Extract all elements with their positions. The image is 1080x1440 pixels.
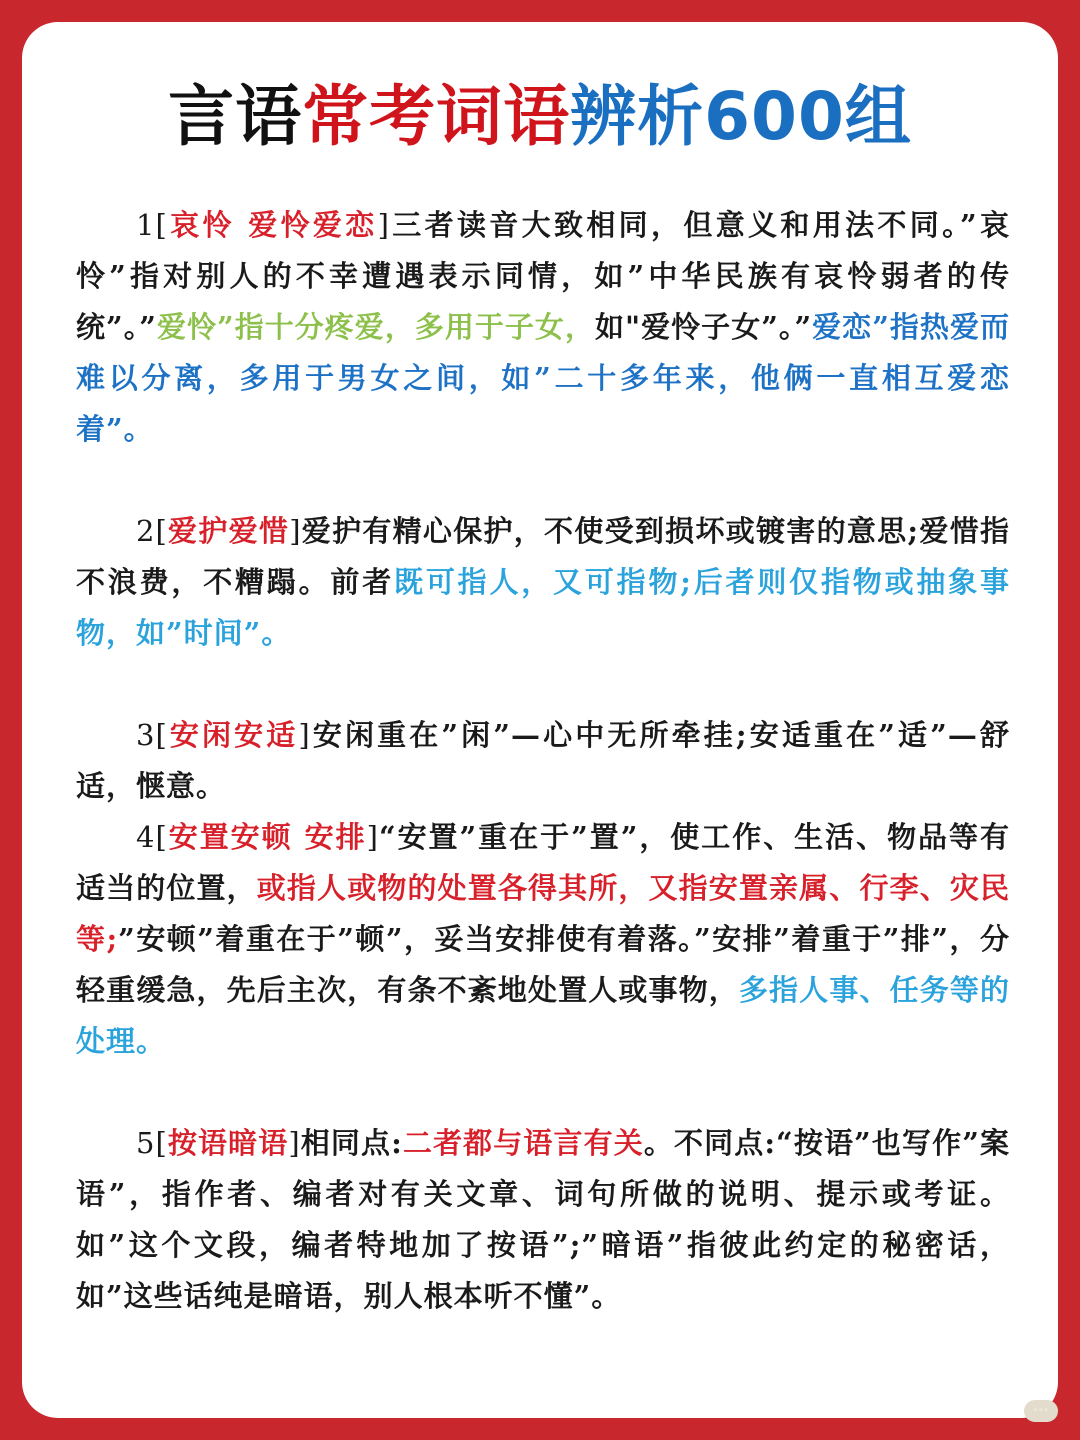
entry-text: 。不同点:“按语”也写作”案语”，指作者、编者对有关文章、词句所做的说明、提示或考证。如”这个文段，编者特地加了按语”;”暗语”指彼此约定的秘密话，如”这些话纯是暗语，别人根本听不懂”。 bbox=[76, 1126, 1010, 1313]
entry-text: 安闲重在”闲”—心中无所牵挂;安适重在”适”—舒适，惬意。 bbox=[76, 718, 1010, 803]
entry-highlight-red: 或指人或物的处置各得其所，又指安置亲属、行李、灾民等; bbox=[76, 871, 1010, 956]
title-part-blue: 辨析600组 bbox=[570, 78, 912, 155]
entry-term: 哀怜 爱怜爱恋 bbox=[167, 208, 378, 242]
entry-1 bbox=[76, 200, 1010, 455]
entry-number: 4[ bbox=[136, 820, 168, 854]
title-part-red: 常考词语 bbox=[302, 78, 571, 155]
entries-list bbox=[76, 200, 1010, 1322]
entry-number: 5[ bbox=[136, 1126, 168, 1160]
entry-3 bbox=[76, 710, 1010, 812]
entry-4 bbox=[76, 812, 1010, 1067]
entry-text: “安置”重在于”置”，使工作、生活、物品等有适当的位置， bbox=[76, 820, 1010, 905]
entry-number: 2[ bbox=[136, 514, 168, 548]
entry-text: 爱护有精心保护，不使受到损坏或镀害的意思;爱惜指不浪费，不糟蹋。前者 bbox=[76, 514, 1010, 599]
entry-text: 三者读音大致相同，但意义和用法不同。”哀怜”指对别人的不幸遭遇表示同情，如”中华民族有哀怜弱者的传统”。” bbox=[76, 208, 1010, 344]
entry-term: 爱护爱惜 bbox=[167, 514, 290, 548]
entry-term: 安闲安适 bbox=[167, 718, 299, 752]
entry-2 bbox=[76, 506, 1010, 659]
entry-highlight-red: 二者都与语言有关 bbox=[402, 1126, 644, 1160]
entry-highlight-blue: 爱恋”指热爱而难以分离，多用于男女之间，如”二十多年来，他俩一直相互爱恋着”。 bbox=[76, 310, 1010, 446]
entry-bracket: ] bbox=[377, 208, 390, 242]
entry-highlight-cyan: 既可指人，又可指物;后者则仅指物或抽象事物，如”时间”。 bbox=[76, 565, 1010, 650]
entry-bracket: ] bbox=[298, 718, 311, 752]
page-title bbox=[0, 72, 1080, 162]
entry-highlight-green: 爱怜”指十分疼爱，多用于子女， bbox=[156, 310, 595, 344]
entry-term: 按语暗语 bbox=[167, 1126, 289, 1160]
entry-term: 安置安顿 安排 bbox=[167, 820, 367, 854]
entry-number: 3[ bbox=[136, 718, 168, 752]
title-part-black: 言语 bbox=[168, 78, 303, 155]
entry-bracket: ] bbox=[289, 514, 302, 548]
entry-highlight-cyan: 多指人事、任务等的处理。 bbox=[76, 973, 1010, 1058]
entry-5 bbox=[76, 1118, 1010, 1322]
entry-text: 相同点: bbox=[300, 1126, 403, 1160]
watermark-logo-icon: ◦◦◦ bbox=[1024, 1400, 1058, 1422]
entry-number: 1[ bbox=[136, 208, 168, 242]
entry-bracket: ] bbox=[288, 1126, 301, 1160]
entry-text: 如"爱怜子女”。” bbox=[594, 310, 813, 344]
entry-text: ”安顿”着重在于”顿”，妥当安排使有着落。”安排”着重于”排”，分轻重缓急，先后主次，有条不紊地处置人或事物， bbox=[76, 922, 1010, 1007]
entry-bracket: ] bbox=[366, 820, 379, 854]
